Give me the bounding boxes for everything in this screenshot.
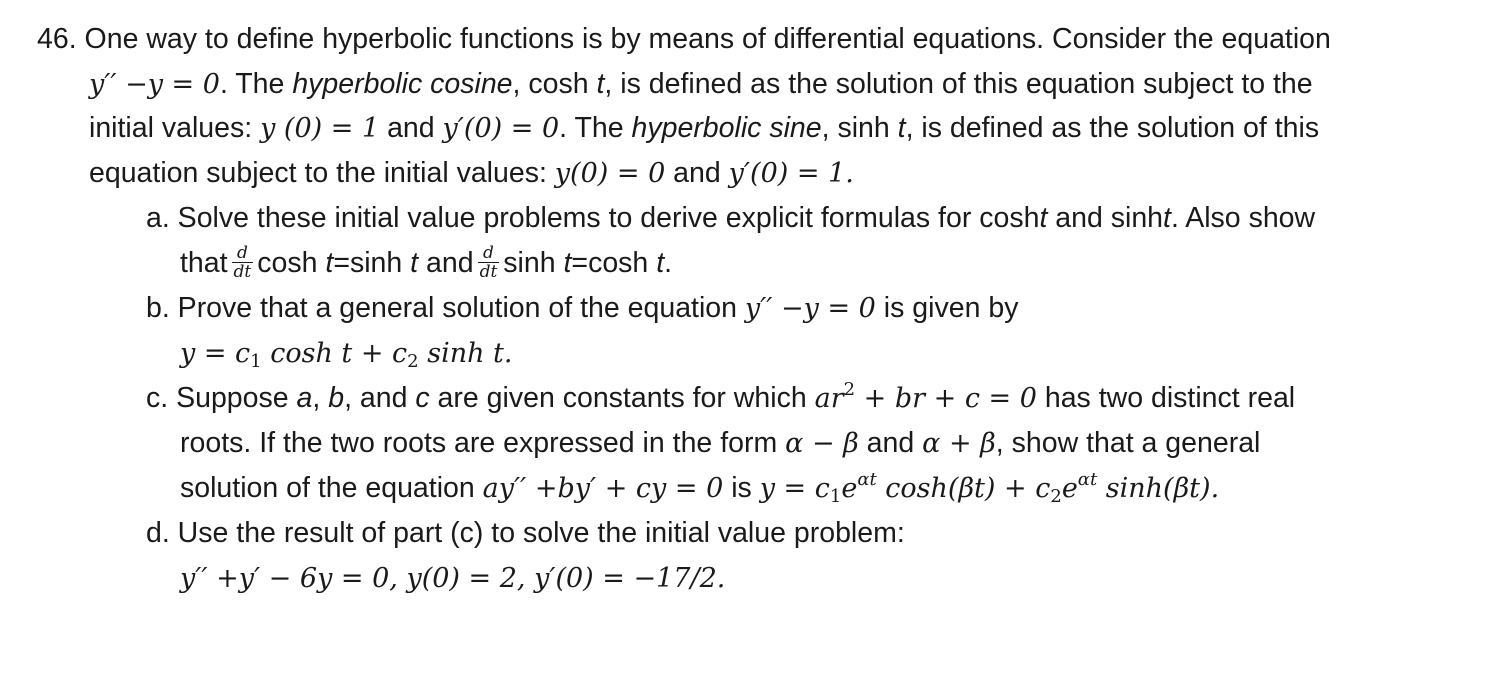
variable: t [656, 247, 665, 279]
text: is given by [875, 292, 1019, 324]
equation: ar [814, 383, 844, 414]
text: , is defined as the solution of this equation subject to the [604, 68, 1313, 100]
text: d. Use the result of part (c) to solve the initial value problem: [146, 517, 905, 549]
part-c-line-3 [180, 466, 1219, 511]
equation: y = c [180, 338, 251, 369]
variable: t [410, 247, 419, 279]
text: . The [559, 112, 632, 144]
text: cosh [257, 247, 326, 279]
text: and sinh [1047, 202, 1164, 234]
term-hyperbolic-cosine: hyperbolic cosine [292, 68, 513, 100]
text: =cosh [571, 247, 657, 279]
fraction-denominator: dt [479, 261, 498, 282]
equation: y = c [759, 473, 830, 504]
intro-text: One way to define hyperbolic functions is by means of differential equations. Consider the equation [84, 23, 1331, 55]
part-c-line-2 [180, 421, 1260, 466]
text: equation subject to the initial values: [89, 157, 555, 189]
text: solution of the equation [180, 472, 483, 504]
subscript: 2 [407, 351, 419, 372]
part-d-line-2 [180, 556, 725, 601]
text: and [858, 427, 923, 459]
equation: y′′ +y′ − 6y = 0, y(0) = 2, y′(0) = −17/2. [180, 563, 726, 594]
variable: t [325, 247, 334, 279]
part-a-line-2 [180, 241, 672, 286]
text: has two distinct real [1036, 382, 1296, 414]
text: , show that a general [995, 427, 1261, 459]
term-hyperbolic-sine: hyperbolic sine [631, 112, 822, 144]
equation: α + β [922, 428, 996, 459]
variable: c [415, 382, 430, 414]
problem-number: 46. [37, 23, 77, 55]
equation: sinh t. [418, 338, 513, 369]
equation: y′(0) = 0 [442, 113, 560, 144]
text: , is defined as the solution of this [905, 112, 1320, 144]
variable: t [596, 68, 605, 100]
variable: t [563, 247, 572, 279]
equation: sinh(βt). [1097, 473, 1220, 504]
text: , sinh [821, 112, 898, 144]
derivative-fraction [478, 244, 500, 281]
problem-intro-line-4 [89, 151, 854, 196]
subscript: 2 [1050, 486, 1062, 507]
text: =sinh [333, 247, 411, 279]
equation: e [841, 473, 858, 504]
part-a-line-1 [146, 196, 1315, 241]
equation: y′′ −y = 0 [89, 69, 220, 100]
variable: b [328, 382, 345, 414]
superscript: αt [857, 469, 877, 490]
equation: y′(0) = 1. [728, 158, 854, 189]
fraction-numerator: d [478, 244, 500, 263]
text: is [723, 472, 760, 504]
text: , [312, 382, 329, 414]
problem-intro-line-1 [37, 17, 1331, 62]
equation: cosh t + c [261, 338, 408, 369]
text: that [180, 247, 228, 279]
subscript: 1 [829, 486, 842, 507]
part-d-line-1 [146, 511, 905, 556]
part-b-line-2 [180, 331, 513, 376]
equation: cosh(βt) + c [876, 473, 1051, 504]
equation: y (0) = 1 [260, 113, 380, 144]
equation: y(0) = 0 [554, 158, 666, 189]
variable: a [296, 382, 313, 414]
part-b-line-1 [146, 286, 1018, 331]
variable: t [1163, 202, 1171, 234]
text: and [379, 112, 443, 144]
text: , cosh [512, 68, 597, 100]
derivative-fraction [232, 244, 254, 281]
text: c. Suppose [146, 382, 297, 414]
part-c-line-1 [146, 376, 1295, 421]
text: . [664, 247, 673, 279]
fraction-denominator: dt [233, 261, 252, 282]
text: . The [219, 68, 293, 100]
text: initial values: [89, 112, 261, 144]
text: sinh [503, 247, 564, 279]
problem-intro-line-2 [89, 62, 1313, 107]
text: , and [344, 382, 416, 414]
text: a. Solve these initial value problems to derive explicit formulas for cosh [146, 202, 1040, 234]
variable: t [897, 112, 906, 144]
equation: + br + c = 0 [855, 383, 1037, 414]
equation: y′′ −y = 0 [744, 293, 876, 324]
text: are given constants for which [429, 382, 815, 414]
subscript: 1 [250, 351, 262, 372]
text: . Also show [1170, 202, 1316, 234]
fraction-numerator: d [232, 244, 254, 263]
equation: e [1061, 473, 1078, 504]
text: roots. If the two roots are expressed in the form [180, 427, 786, 459]
problem-intro-line-3 [89, 106, 1319, 151]
text: and [418, 247, 474, 279]
equation: ay′′ +by′ + cy = 0 [482, 473, 724, 504]
superscript: αt [1077, 469, 1098, 490]
variable: t [1039, 202, 1048, 234]
text: and [665, 157, 729, 189]
superscript: 2 [843, 379, 856, 400]
equation: α − β [785, 428, 859, 459]
text: b. Prove that a general solution of the equation [146, 292, 745, 324]
